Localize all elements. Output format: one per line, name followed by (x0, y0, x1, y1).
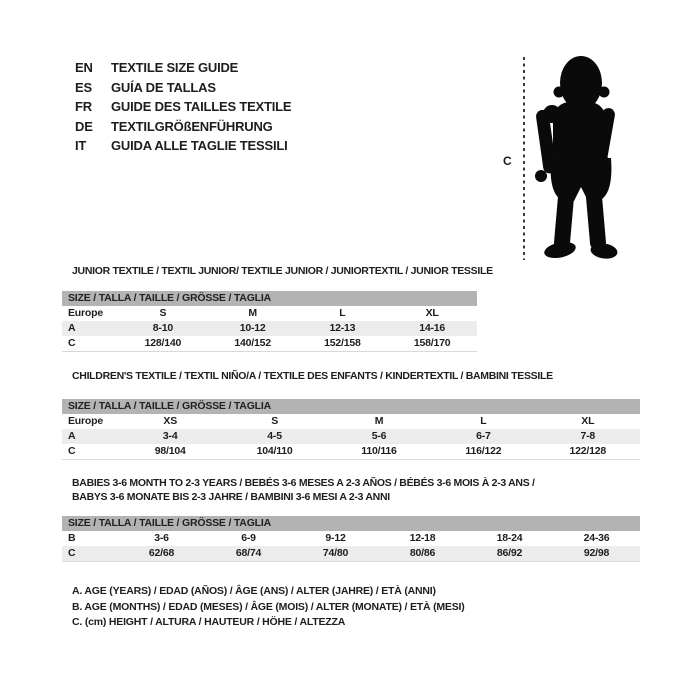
table-cell: 3-4 (162, 430, 178, 442)
language-row (75, 117, 291, 137)
table-cell: 110/116 (361, 445, 397, 457)
table-cell: 3-6 (154, 532, 169, 544)
language-code: DE (75, 118, 93, 134)
row-label: C (68, 547, 76, 559)
table-cell: 140/152 (234, 337, 271, 349)
section-title: BABYS 3-6 MONATE BIS 2-3 JAHRE / BAMBINI 3-6 MESI A 2-3 ANNI (72, 491, 390, 503)
table-row (62, 429, 640, 444)
section-title: CHILDREN'S TEXTILE / TEXTIL NIÑO/A / TEXTILE DES ENFANTS / KINDERTEXTIL / BAMBINI TESSILE (72, 370, 553, 382)
table-cell: 152/158 (324, 337, 361, 349)
guide-title: GUIDA ALLE TAGLIE TESSILI (111, 138, 288, 154)
table-header: SIZE / TALLA / TAILLE / GRÖSSE / TAGLIA (62, 291, 477, 306)
language-row (75, 58, 291, 78)
table-cell: 8-10 (152, 322, 173, 334)
row-label: Europe (68, 415, 103, 427)
section-babies-textile (62, 476, 640, 562)
row-label: C (68, 337, 76, 349)
language-row (75, 136, 291, 156)
section-junior-textile (62, 264, 493, 352)
row-label: Europe (68, 307, 103, 319)
table-cell: 158/170 (413, 337, 451, 349)
table-cell: 122/128 (569, 445, 607, 457)
table-cell: 5-6 (371, 430, 387, 442)
table-cell: 116/122 (465, 445, 502, 457)
footnote-age-years: A. AGE (YEARS) / EDAD (AÑOS) / ÂGE (ANS) / ALTER (JAHRE) / ETÀ (ANNI) (72, 585, 436, 597)
table-header: SIZE / TALLA / TAILLE / GRÖSSE / TAGLIA (62, 399, 640, 414)
language-title-block (75, 58, 291, 156)
table-cell: M (248, 307, 257, 319)
table-cell: 74/80 (322, 547, 349, 559)
size-table-junior (62, 291, 477, 352)
table-cell: 86/92 (496, 547, 523, 559)
language-code: EN (75, 60, 93, 76)
table-cell: 18-24 (496, 532, 523, 544)
row-label: A (68, 430, 76, 442)
table-cell: 4-5 (267, 430, 282, 442)
table-cell: 128/140 (144, 337, 182, 349)
table-cell: 98/104 (154, 445, 186, 457)
table-row (62, 336, 477, 351)
table-cell: M (374, 415, 384, 427)
language-row (75, 97, 291, 117)
section-title: BABIES 3-6 MONTH TO 2-3 YEARS / BEBÉS 3-6 MESES A 2-3 AÑOS / BÉBÉS 3-6 MOIS À 2-3 ANS / (72, 477, 535, 489)
table-row (62, 546, 640, 561)
table-cell: 62/68 (148, 547, 175, 559)
table-cell: XS (163, 415, 177, 427)
language-code: FR (75, 99, 92, 115)
row-label: B (68, 532, 76, 544)
table-cell: 14-16 (419, 322, 446, 334)
table-cell: 9-12 (325, 532, 346, 544)
table-row (62, 444, 640, 459)
table-cell: 12-18 (409, 532, 436, 544)
table-row (62, 414, 640, 429)
table-row (62, 306, 477, 321)
table-header: SIZE / TALLA / TAILLE / GRÖSSE / TAGLIA (62, 516, 640, 531)
section-title: JUNIOR TEXTILE / TEXTIL JUNIOR/ TEXTILE JUNIOR / JUNIORTEXTIL / JUNIOR TESSILE (72, 265, 493, 277)
legend-footnotes (72, 584, 465, 631)
size-table-children (62, 399, 640, 460)
table-cell: XL (581, 415, 595, 427)
language-code: IT (75, 138, 87, 154)
table-row (62, 531, 640, 546)
guide-title: TEXTILGRÖßENFÜHRUNG (111, 118, 273, 134)
size-table-babies (62, 516, 640, 562)
table-cell: L (339, 307, 346, 319)
table-cell: 6-9 (241, 532, 256, 544)
height-marker-label: C (503, 154, 512, 168)
footnote-height-cm: C. (cm) HEIGHT / ALTURA / HAUTEUR / HÖHE / ALTEZZA (72, 616, 346, 628)
table-cell: 6-7 (476, 430, 491, 442)
table-cell: 10-12 (239, 322, 266, 334)
section-children-textile (62, 369, 640, 460)
table-cell: S (271, 415, 278, 427)
guide-title: GUÍA DE TALLAS (111, 79, 216, 95)
table-cell: L (480, 415, 487, 427)
language-code: ES (75, 79, 92, 95)
table-cell: 7-8 (580, 430, 596, 442)
row-label: C (68, 445, 76, 457)
height-dotted-line (523, 57, 525, 260)
table-cell: S (159, 307, 167, 319)
guide-title: GUIDE DES TAILLES TEXTILE (111, 99, 292, 115)
table-cell: 80/86 (409, 547, 436, 559)
table-cell: 12-13 (329, 322, 356, 334)
footnote-age-months: B. AGE (MONTHS) / EDAD (MESES) / ÂGE (MOIS) / ALTER (MONATE) / ETÀ (MESI) (72, 600, 465, 613)
baby-silhouette-image (528, 52, 644, 262)
table-cell: 104/110 (256, 445, 293, 457)
table-cell: 24-36 (583, 532, 610, 544)
table-row (62, 321, 477, 336)
language-row (75, 78, 291, 98)
table-cell: XL (425, 307, 439, 319)
table-cell: 68/74 (235, 547, 262, 559)
table-cell: 92/98 (583, 547, 610, 559)
guide-title: TEXTILE SIZE GUIDE (111, 60, 239, 76)
row-label: A (68, 322, 76, 334)
